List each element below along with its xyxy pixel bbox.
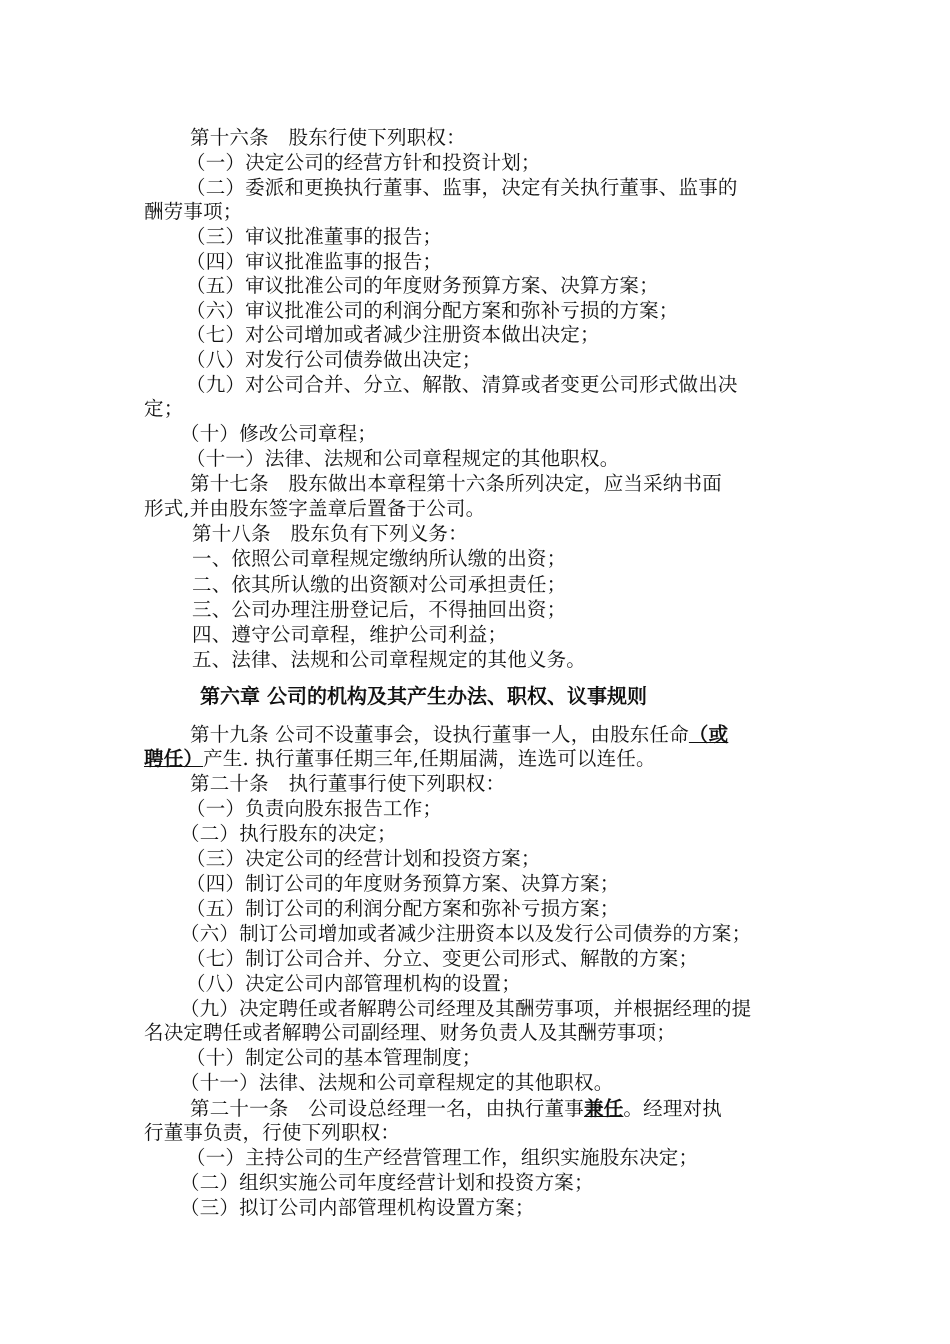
article-18-item-4: 四、遵守公司章程，维护公司利益； xyxy=(192,623,508,646)
article-16-item-4: （四）审议批准监事的报告； xyxy=(186,250,443,273)
article-20-title: 第二十条 执行董事行使下列职权： xyxy=(190,772,506,795)
article-20-item-11: （十一）法律、法规和公司章程规定的其他职权。 xyxy=(180,1071,614,1094)
article-20-item-6: （六）制订公司增加或者减少注册资本以及发行公司债券的方案； xyxy=(180,922,752,945)
article-16-item-8: （八）对发行公司债券做出决定； xyxy=(186,348,482,371)
article-19-text-2: 产生. 执行董事任期三年,任期届满，连选可以连任。 xyxy=(203,747,656,770)
article-19-underlined-2: 聘任） xyxy=(144,747,204,770)
article-16-item-2-line-1: （二）委派和更换执行董事、监事，决定有关执行董事、监事的 xyxy=(186,176,738,199)
chapter-6-heading: 第六章 公司的机构及其产生办法、职权、议事规则 xyxy=(200,684,647,708)
article-21-line-1 xyxy=(190,1097,722,1121)
article-21-item-3: （三）拟订公司内部管理机构设置方案； xyxy=(180,1196,535,1219)
article-20-item-4: （四）制订公司的年度财务预算方案、决算方案； xyxy=(186,872,620,895)
article-19-text-1: 第十九条 公司不设董事会，设执行董事一人，由股东任命 xyxy=(190,723,689,746)
article-20-item-7: （七）制订公司合并、分立、变更公司形式、解散的方案； xyxy=(186,947,699,970)
article-21-item-2: （二）组织实施公司年度经营计划和投资方案； xyxy=(180,1171,594,1194)
article-16-item-11: （十一）法律、法规和公司章程规定的其他职权。 xyxy=(186,447,620,470)
article-16-item-9-line-1: （九）对公司合并、分立、解散、清算或者变更公司形式做出决 xyxy=(186,373,738,396)
article-21-text-2: 。经理对执 xyxy=(623,1097,722,1120)
article-20-item-10: （十）制定公司的基本管理制度； xyxy=(186,1046,482,1069)
article-16-item-7: （七）对公司增加或者减少注册资本做出决定； xyxy=(186,323,600,346)
article-19-line-2 xyxy=(144,747,656,771)
article-20-item-5: （五）制订公司的利润分配方案和弥补亏损方案； xyxy=(186,897,620,920)
article-18-item-1: 一、依照公司章程规定缴纳所认缴的出资； xyxy=(192,547,567,570)
article-18-item-3: 三、公司办理注册登记后，不得抽回出资； xyxy=(192,598,567,621)
article-21-text-1: 第二十一条 公司设总经理一名，由执行董事 xyxy=(190,1097,585,1120)
article-18-title: 第十八条 股东负有下列义务： xyxy=(192,522,468,545)
article-20-item-2: （二）执行股东的决定； xyxy=(180,822,397,845)
article-16-item-2-line-2: 酬劳事项； xyxy=(144,200,243,223)
article-16-item-5: （五）审议批准公司的年度财务预算方案、决算方案； xyxy=(186,274,659,297)
article-17-line-2: 形式,并由股东签字盖章后置备于公司。 xyxy=(144,497,486,520)
article-16-item-10: （十）修改公司章程； xyxy=(180,422,378,445)
article-16-item-9-line-2: 定； xyxy=(144,397,184,420)
article-20-item-9-line-1: （九）决定聘任或者解聘公司经理及其酬劳事项，并根据经理的提 xyxy=(180,997,752,1020)
article-18-item-5: 五、法律、法规和公司章程规定的其他义务。 xyxy=(192,648,587,671)
article-16-title: 第十六条 股东行使下列职权： xyxy=(190,126,466,149)
article-19-underlined-1: （或 xyxy=(688,723,729,746)
article-16-item-3: （三）审议批准董事的报告； xyxy=(186,225,443,248)
article-20-item-1: （一）负责向股东报告工作； xyxy=(186,797,443,820)
article-19-line-1 xyxy=(190,723,728,747)
article-17-line-1: 第十七条 股东做出本章程第十六条所列决定，应当采纳书面 xyxy=(190,472,722,495)
article-20-item-9-line-2: 名决定聘任或者解聘公司副经理、财务负责人及其酬劳事项； xyxy=(144,1021,676,1044)
article-16-item-1: （一）决定公司的经营方针和投资计划； xyxy=(186,151,541,174)
article-21-line-2: 行董事负责，行使下列职权： xyxy=(144,1121,401,1144)
article-21-item-1: （一）主持公司的生产经营管理工作，组织实施股东决定； xyxy=(186,1146,699,1169)
article-21-underlined: 兼任 xyxy=(584,1097,624,1120)
article-16-item-6: （六）审议批准公司的利润分配方案和弥补亏损的方案； xyxy=(186,299,679,322)
article-18-item-2: 二、依其所认缴的出资额对公司承担责任； xyxy=(192,573,567,596)
article-20-item-3: （三）决定公司的经营计划和投资方案； xyxy=(186,847,541,870)
article-20-item-8: （八）决定公司内部管理机构的设置； xyxy=(186,972,521,995)
